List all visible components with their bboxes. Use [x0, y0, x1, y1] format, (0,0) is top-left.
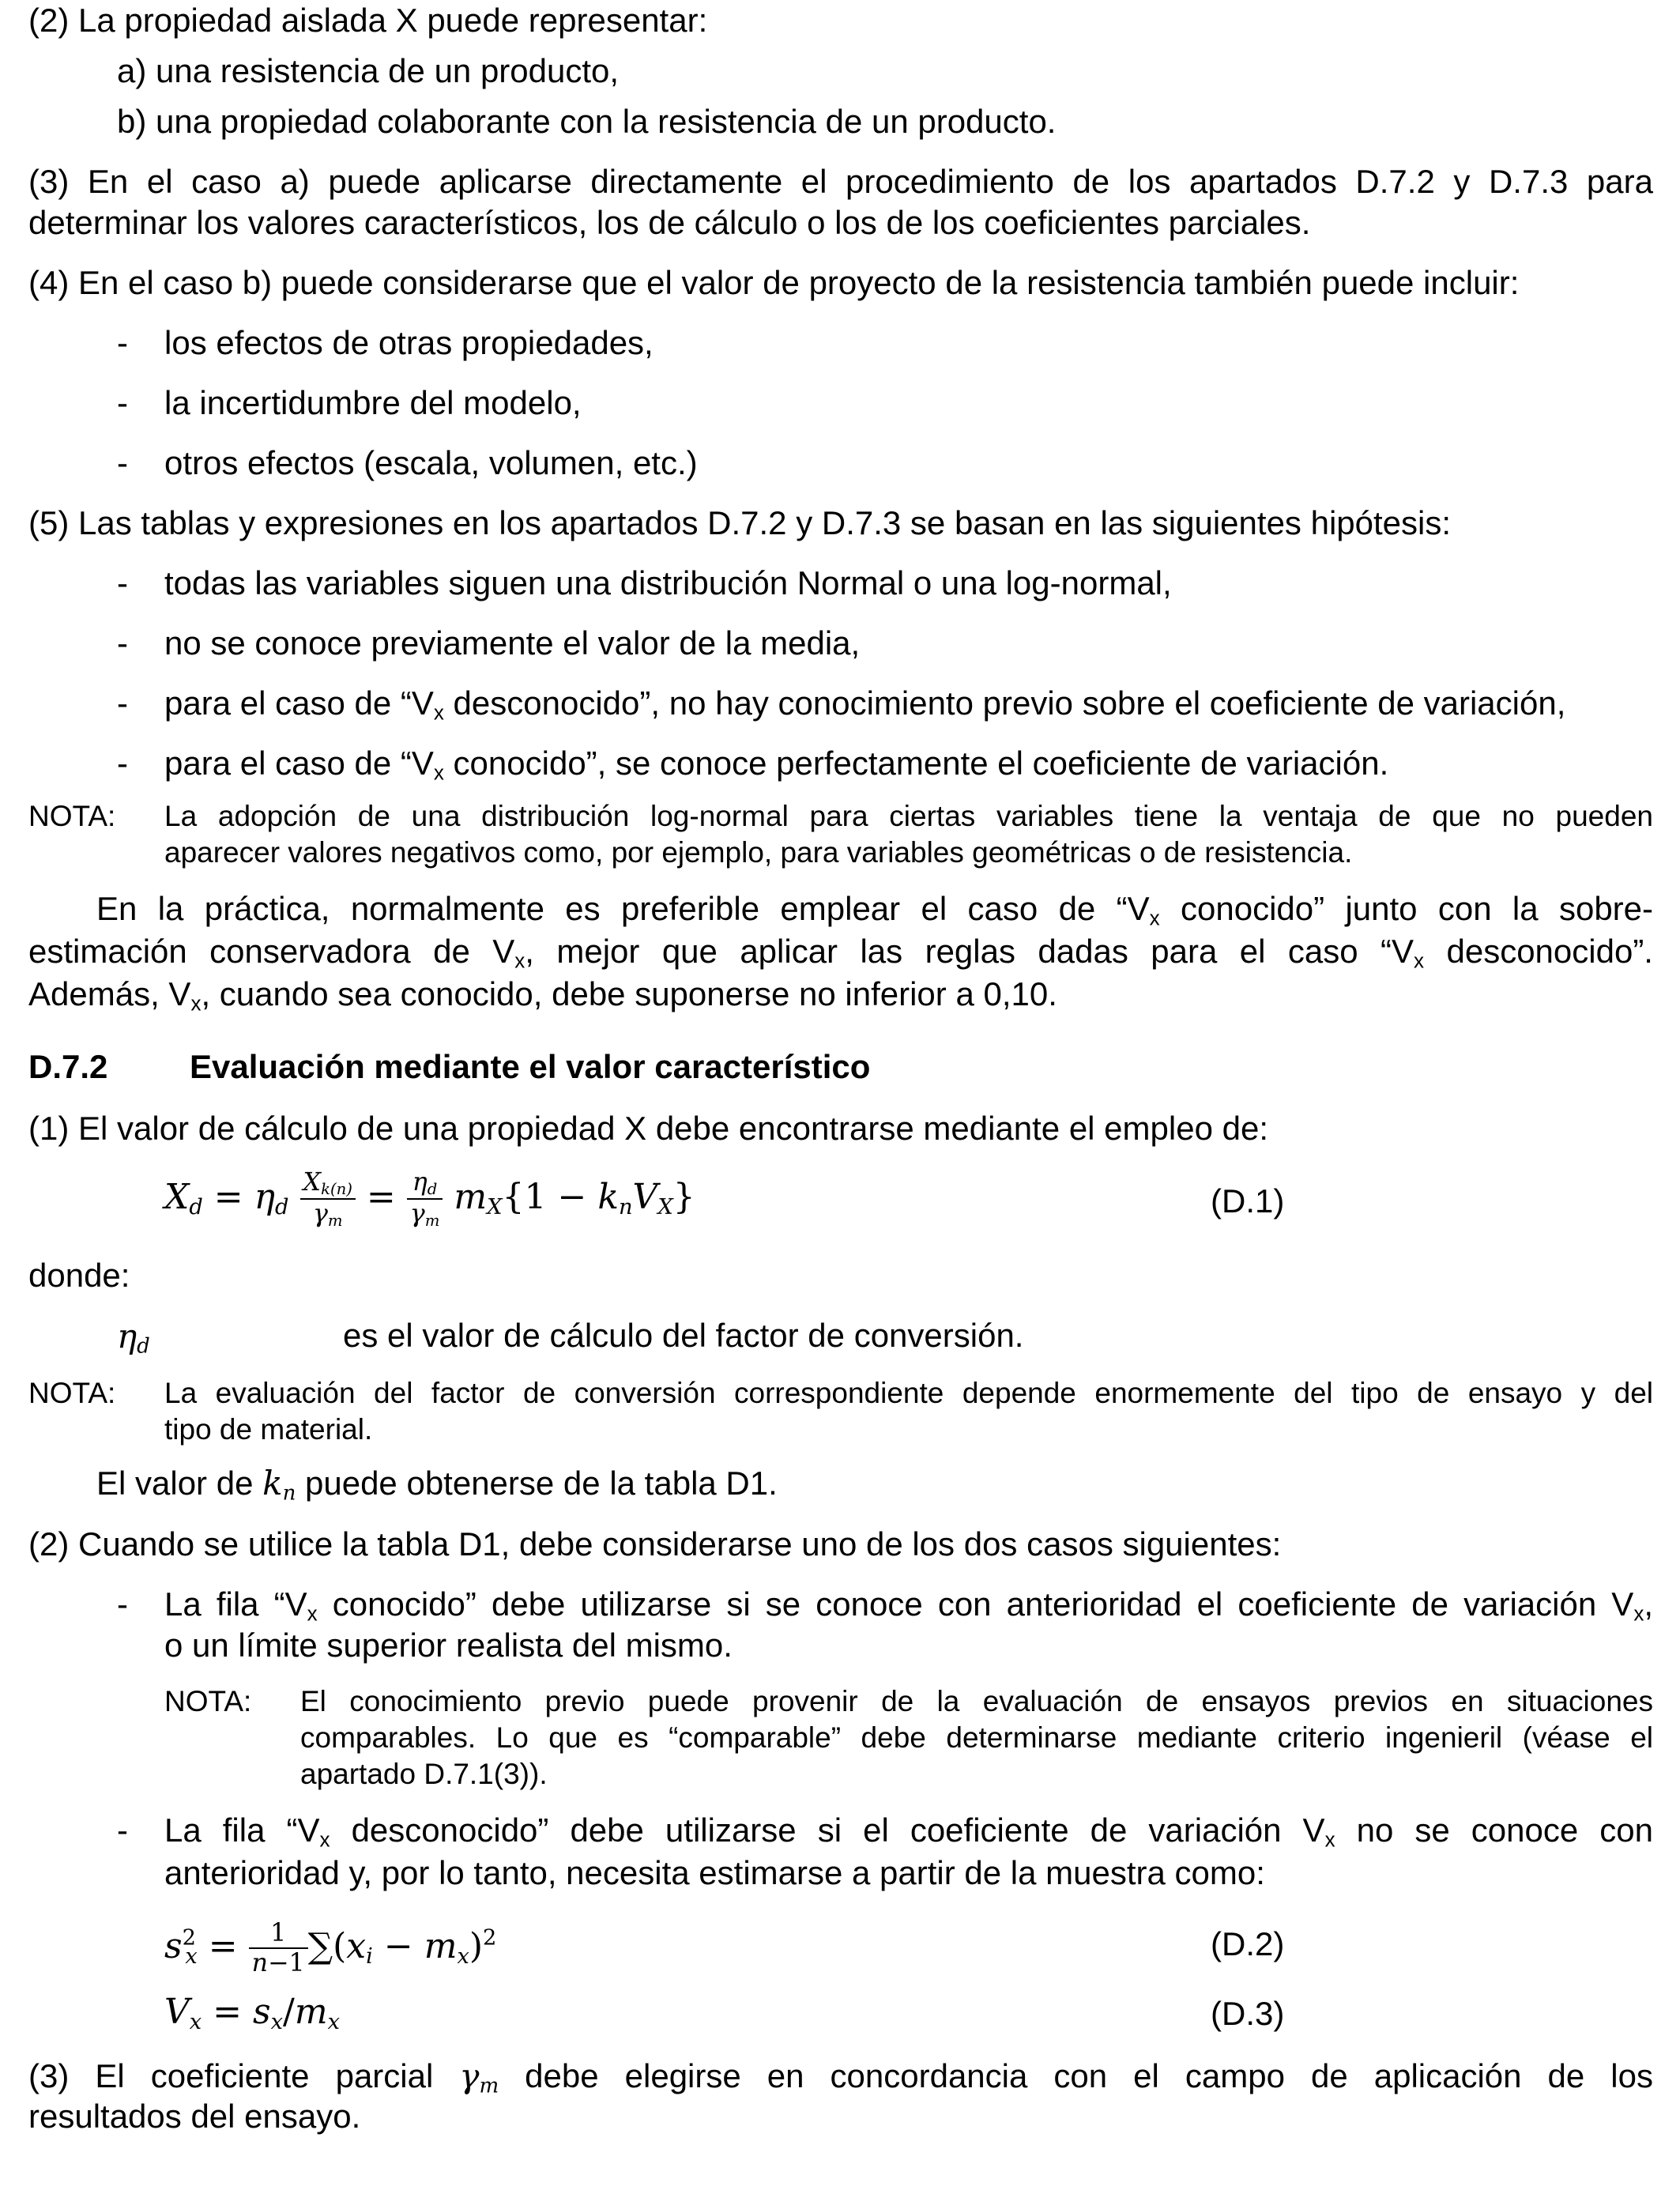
- equation-d2-label: (D.2): [1211, 1925, 1285, 1962]
- para-4-item: los efectos de otras propiedades,: [164, 324, 654, 361]
- section-title: Evaluación mediante el valor característico: [190, 1048, 871, 1085]
- para-3-line-1: (3) En el caso a) puede aplicarse directamente el procedimiento de los apartados D.7.2 y D.7.3 para: [28, 163, 1653, 200]
- practice-line-3: Además, $V_x$, cuando sea conocido, debe suponerse no inferior a 0,10.: [28, 975, 1057, 1016]
- para-2-item-b: b) una propiedad colaborante con la resistencia de un producto.: [117, 103, 1057, 140]
- sub-3-line-2: resultados del ensayo.: [28, 2098, 361, 2135]
- kn-line: El valor de $k_n$ puede obtenerse de la tabla D1.: [96, 1464, 778, 1506]
- note-label: NOTA:: [28, 800, 116, 832]
- practice-line-1: En la práctica, normalmente es preferible emplear el caso de “$V_x$ conocido” junto con la sobre-: [96, 890, 1654, 930]
- para-4-item: la incertidumbre del modelo,: [164, 384, 582, 421]
- equation-d1-label: (D.1): [1211, 1182, 1285, 1220]
- note-3-line-3: apartado D.7.1(3)).: [300, 1758, 548, 1790]
- donde-label: donde:: [28, 1257, 130, 1294]
- sub-2-bullet-1-line-1: La fila “$V_x$ conocido” debe utilizarse si se conoce con anterioridad el coeficiente de variación $V_x$,: [164, 1585, 1653, 1626]
- para-3-line-2: determinar los valores característicos, los de cálculo o los de los coeficientes parciales.: [28, 204, 1311, 241]
- note-2-line-2: tipo de material.: [164, 1413, 373, 1446]
- bullet-dash: -: [117, 384, 128, 421]
- bullet-dash: -: [117, 745, 128, 782]
- eta-d-description: es el valor de cálculo del factor de conversión.: [343, 1317, 1024, 1354]
- sub-2-intro: (2) Cuando se utilice la tabla D1, debe considerarse uno de los dos casos siguientes:: [28, 1525, 1282, 1563]
- sub-2-bullet-1-line-2: o un límite superior realista del mismo.: [164, 1627, 733, 1664]
- para-5-item: para el caso de “$V_x$ desconocido”, no hay conocimiento previo sobre el coeficiente de variación,: [164, 684, 1566, 725]
- equation-d1: $X_d = \eta_d$ $\frac{X_{k(n)}}{\gamma_m}$ = $\frac{\eta_d}{\gamma_m}$ $m_X\{1 - k_nV_X\}$: [164, 1168, 695, 1231]
- para-4-intro: (4) En el caso b) puede considerarse que el valor de proyecto de la resistencia también puede incluir:: [28, 264, 1520, 301]
- bullet-dash: -: [117, 444, 128, 481]
- para-2-item-a: a) una resistencia de un producto,: [117, 52, 620, 89]
- sub-3-line-1: (3) El coeficiente parcial $\gamma_m$ debe elegirse en concordancia con el campo de aplicación de los: [28, 2056, 1653, 2098]
- eta-d-symbol: $\eta_d$: [117, 1317, 150, 1359]
- note-1-line-2: aparecer valores negativos como, por ejemplo, para variables geométricas o de resistencia.: [164, 836, 1353, 869]
- bullet-dash: -: [117, 1811, 128, 1849]
- sub-1-intro: (1) El valor de cálculo de una propiedad X debe encontrarse mediante el empleo de:: [28, 1110, 1268, 1147]
- bullet-dash: -: [117, 684, 128, 722]
- note-3-line-1: El conocimiento previo puede provenir de la evaluación de ensayos previos en situaciones: [300, 1685, 1653, 1717]
- practice-line-2: estimación conservadora de $V_x$, mejor que aplicar las reglas dadas para el caso “$V_x$ desconocido”.: [28, 933, 1653, 973]
- para-5-intro: (5) Las tablas y expresiones en los apartados D.7.2 y D.7.3 se basan en las siguientes hipótesis:: [28, 504, 1452, 541]
- bullet-dash: -: [117, 564, 128, 601]
- equation-d2: $s^2_x$ = $\frac{1}{n-1}$ $\sum(x_i - m_x)^2$: [164, 1919, 497, 1978]
- equation-d3-label: (D.3): [1211, 1995, 1285, 2032]
- para-4-item: otros efectos (escala, volumen, etc.): [164, 444, 698, 481]
- sub-2-bullet-2-line-1: La fila “$V_x$ desconocido” debe utilizarse si el coeficiente de variación $V_x$ no se conoce con: [164, 1811, 1654, 1852]
- equation-d3: $V_x = s_x/m_x$: [164, 1992, 340, 2034]
- note-label: NOTA:: [28, 1377, 116, 1409]
- note-2-line-1: La evaluación del factor de conversión correspondiente depende enormemente del tipo de ensayo y del: [164, 1377, 1653, 1409]
- para-5-item: para el caso de “$V_x$ conocido”, se conoce perfectamente el coeficiente de variación.: [164, 745, 1389, 785]
- note-3-line-2: comparables. Lo que es “comparable” debe determinarse mediante criterio ingenieril (véase el: [300, 1721, 1653, 1754]
- para-2-intro: (2) La propiedad aislada X puede representar:: [28, 2, 708, 39]
- bullet-dash: -: [117, 1585, 128, 1623]
- bullet-dash: -: [117, 324, 128, 361]
- sub-2-bullet-2-line-2: anterioridad y, por lo tanto, necesita estimarse a partir de la muestra como:: [164, 1854, 1265, 1891]
- note-label: NOTA:: [164, 1685, 252, 1717]
- para-5-item: no se conoce previamente el valor de la media,: [164, 624, 861, 662]
- section-number: D.7.2: [28, 1048, 108, 1085]
- bullet-dash: -: [117, 624, 128, 662]
- para-5-item: todas las variables siguen una distribución Normal o una log-normal,: [164, 564, 1172, 601]
- note-1-line-1: La adopción de una distribución log-normal para ciertas variables tiene la ventaja de que no pueden: [164, 800, 1653, 832]
